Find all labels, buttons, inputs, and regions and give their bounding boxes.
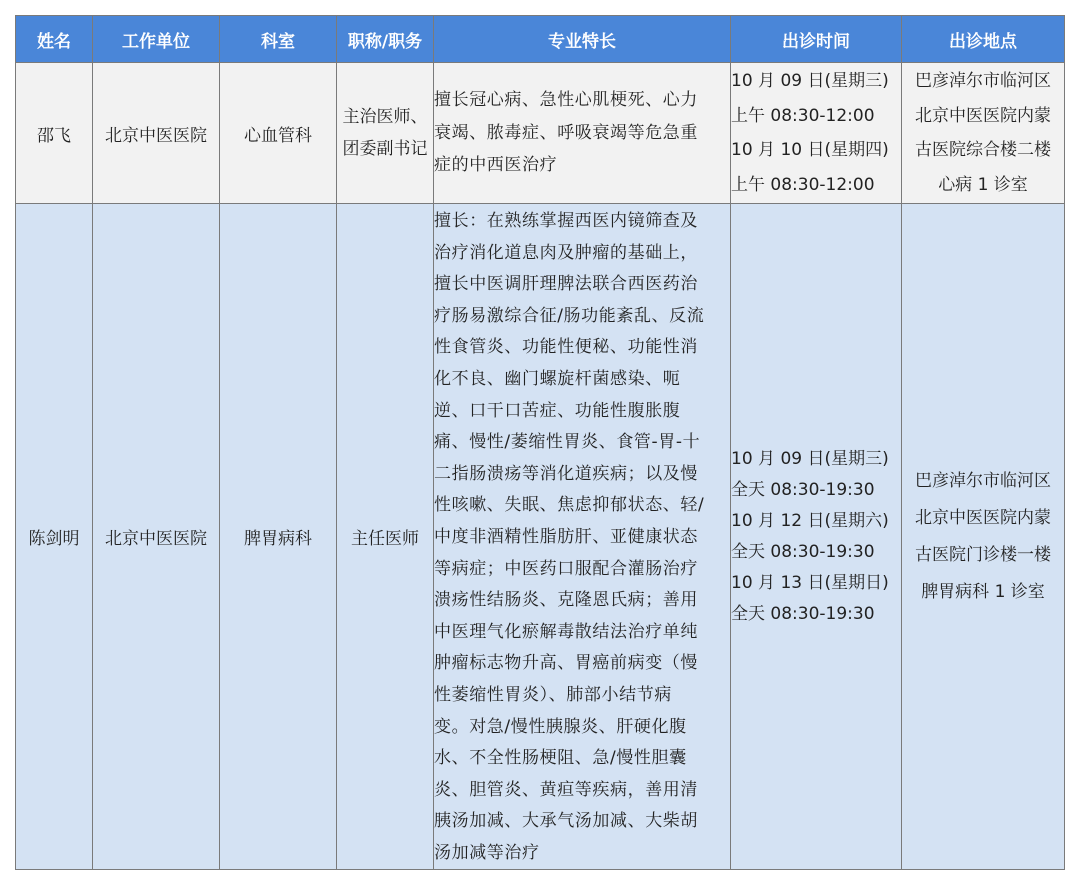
specialty-line: 擅长中医调肝理脾法联合西医药治 — [434, 274, 698, 295]
specialty-line: 肿瘤标志物升高、胃癌前病变（慢 — [434, 653, 698, 674]
department-name: 脾胃病科 — [220, 204, 337, 870]
title-line: 主治医师、 — [342, 107, 428, 127]
specialty-line: 衰竭、脓毒症、呼吸衰竭等危急重 — [434, 122, 698, 143]
specialty-line: 中医理气化瘀解毒散结法治疗单纯 — [434, 621, 698, 642]
specialty-line: 化不良、幽门螺旋杆菌感染、呃 — [434, 368, 681, 389]
specialty-line: 擅长冠心病、急性心肌梗死、心力 — [434, 90, 698, 111]
location-line: 古医院综合楼二楼 — [915, 140, 1051, 160]
specialty-line: 中度非酒精性脂肪肝、亚健康状态 — [434, 526, 698, 547]
time-line: 10 月 12 日(星期六) — [731, 510, 889, 531]
specialty-line: 痛、慢性/萎缩性胃炎、食管-胃-十 — [434, 432, 701, 453]
time-line: 10 月 09 日(星期三) — [731, 71, 889, 91]
header-hospital: 工作单位 — [93, 16, 220, 63]
title-line: 团委副书记 — [342, 139, 428, 159]
header-clinic-time: 出诊时间 — [731, 16, 902, 63]
hospital-name: 北京中医医院 — [93, 204, 220, 870]
specialty-line: 治疗消化道息肉及肿瘤的基础上， — [434, 242, 698, 263]
specialty-line: 擅长：在熟练掌握西医内镜筛查及 — [434, 211, 698, 231]
specialty-line: 变。对急/慢性胰腺炎、肝硬化腹 — [434, 716, 687, 737]
time-line: 10 月 10 日(星期四) — [731, 140, 889, 160]
header-name: 姓名 — [16, 16, 93, 63]
time-line: 全天 08:30-19:30 — [731, 603, 875, 624]
clinic-time — [731, 204, 902, 870]
table-row — [16, 204, 1065, 870]
location-line: 巴彦淖尔市临河区 — [915, 71, 1051, 91]
specialty-line: 疗肠易激综合征/肠功能紊乱、反流 — [434, 305, 705, 326]
location-line: 脾胃病科 1 诊室 — [921, 581, 1045, 602]
specialty-line: 炎、胆管炎、黄疸等疾病，善用清 — [434, 779, 698, 800]
specialty-line: 胰汤加减、大承气汤加减、大柴胡 — [434, 811, 698, 832]
clinic-location — [902, 204, 1065, 870]
time-line: 上午 08:30-12:00 — [731, 105, 875, 126]
hospital-name: 北京中医医院 — [93, 63, 220, 204]
location-line: 北京中医医院内蒙 — [915, 105, 1051, 126]
department-name: 心血管科 — [220, 63, 337, 204]
location-line: 北京中医医院内蒙 — [915, 507, 1051, 528]
header-title: 职称/职务 — [337, 16, 434, 63]
location-line: 巴彦淖尔市临河区 — [915, 470, 1051, 491]
doctor-title — [337, 63, 434, 204]
specialty-line: 症的中西医治疗 — [434, 155, 558, 176]
header-clinic-location: 出诊地点 — [902, 16, 1065, 63]
clinic-location — [902, 63, 1065, 204]
doctor-specialty — [434, 204, 731, 870]
specialty-line: 性咳嗽、失眠、焦虑抑郁状态、轻/ — [434, 495, 705, 516]
location-line: 心病 1 诊室 — [938, 174, 1028, 195]
specialty-line: 溃疡性结肠炎、克隆恩氏病；善用 — [434, 590, 698, 611]
location-line: 古医院门诊楼一楼 — [915, 544, 1051, 565]
specialty-line: 二指肠溃疡等消化道疾病；以及慢 — [434, 463, 698, 484]
time-line: 全天 08:30-19:30 — [731, 479, 875, 500]
clinic-time — [731, 63, 902, 204]
doctor-specialty — [434, 63, 731, 204]
specialty-line: 汤加减等治疗 — [434, 842, 540, 863]
time-line: 上午 08:30-12:00 — [731, 174, 875, 195]
header-row — [16, 16, 1065, 63]
specialty-line: 逆、口干口苦症、功能性腹胀腹 — [434, 400, 681, 421]
table-row — [16, 63, 1065, 204]
time-line: 全天 08:30-19:30 — [731, 541, 875, 562]
doctor-schedule-table — [15, 15, 1065, 870]
specialty-line: 性萎缩性胃炎）、肺部小结节病 — [434, 684, 672, 705]
doctor-title: 主任医师 — [337, 204, 434, 870]
specialty-line: 性食管炎、功能性便秘、功能性消 — [434, 337, 698, 358]
doctor-name: 邵飞 — [16, 63, 93, 204]
specialty-line: 水、不全性肠梗阻、急/慢性胆囊 — [434, 748, 687, 769]
specialty-line: 等病症；中医药口服配合灌肠治疗 — [434, 558, 698, 579]
header-specialty: 专业特长 — [434, 16, 731, 63]
doctor-name: 陈剑明 — [16, 204, 93, 870]
time-line: 10 月 13 日(星期日) — [731, 572, 889, 593]
time-line: 10 月 09 日(星期三) — [731, 448, 889, 469]
header-department: 科室 — [220, 16, 337, 63]
